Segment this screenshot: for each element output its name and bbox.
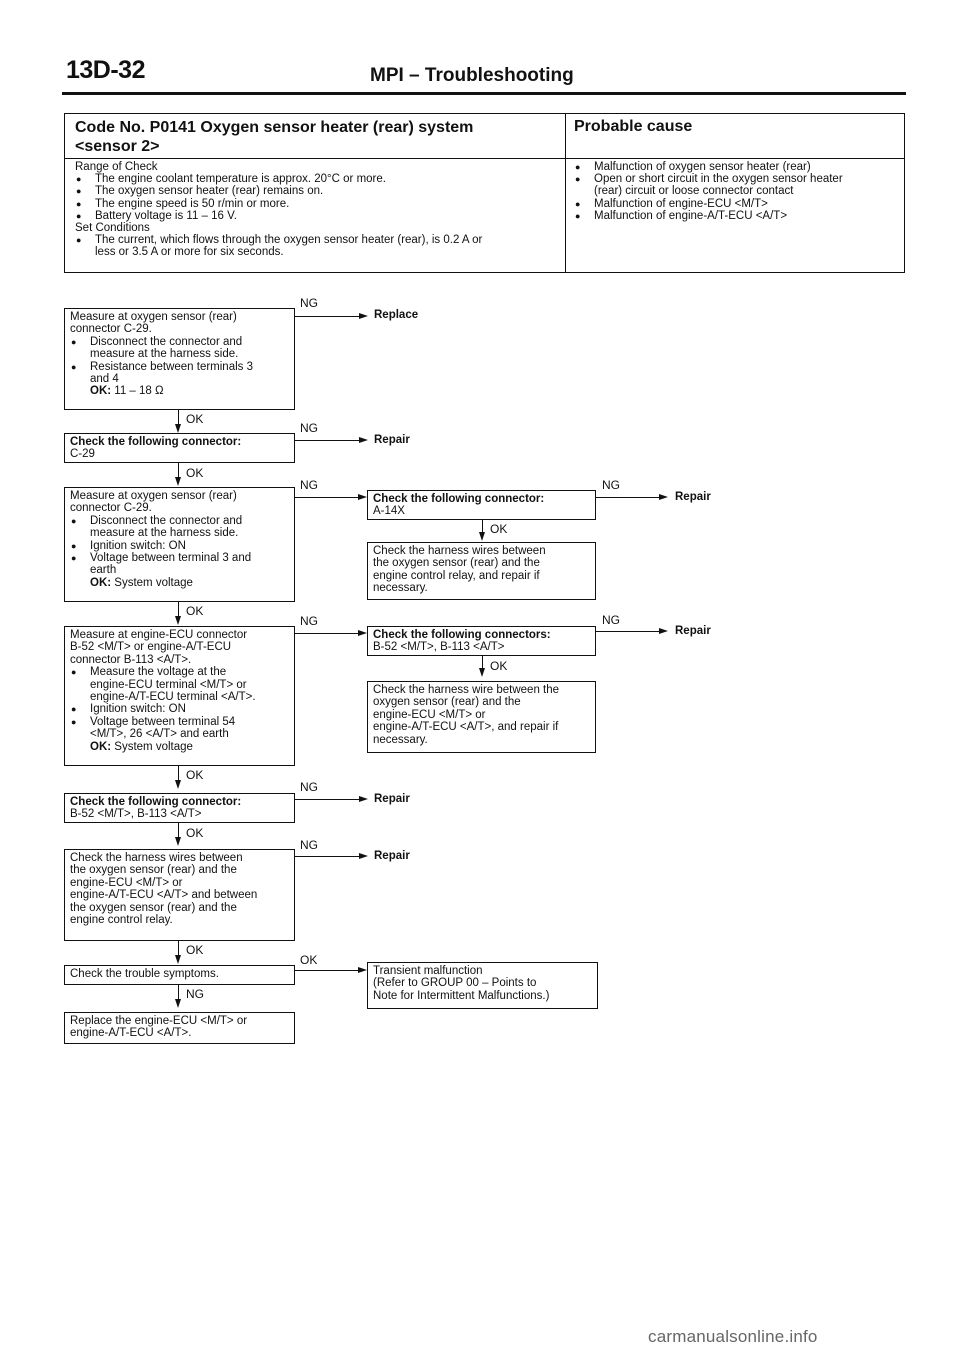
step-text: Check the harness wire between the bbox=[373, 684, 560, 696]
step-bullet-continued: <M/T>, 26 <A/T> and earth bbox=[90, 728, 229, 741]
arrow-down-icon bbox=[479, 532, 485, 541]
arrow-right-icon bbox=[359, 853, 368, 859]
step-text: connector C-29. bbox=[70, 323, 152, 336]
ok-connector-line bbox=[295, 970, 358, 971]
ok-label: OK bbox=[490, 522, 508, 536]
arrow-right-icon bbox=[359, 796, 368, 802]
arrow-down-icon bbox=[175, 780, 181, 789]
step-text: oxygen sensor (rear) and the bbox=[373, 696, 521, 709]
step-text: Measure at oxygen sensor (rear) bbox=[70, 311, 237, 323]
step-bullet-continued: earth bbox=[90, 564, 117, 577]
step-check-harness-ecu bbox=[367, 681, 596, 753]
step-text: Measure at engine-ECU connector bbox=[70, 629, 248, 641]
arrow-down-icon bbox=[175, 424, 181, 433]
ok-spec-label: OK: bbox=[90, 740, 112, 753]
step-bullet: ● Resistance between terminals 3 bbox=[70, 361, 289, 373]
ng-label: NG bbox=[300, 296, 318, 310]
code-title-line: <sensor 2> bbox=[75, 138, 160, 155]
range-heading: Range of Check bbox=[75, 161, 158, 173]
step-bullet-continued: engine-A/T-ECU terminal <A/T>. bbox=[90, 691, 256, 704]
ng-connector-line bbox=[295, 316, 359, 317]
arrow-right-icon bbox=[358, 630, 367, 636]
table-column-divider bbox=[565, 114, 566, 272]
step-text: engine-ECU <M/T> or bbox=[373, 708, 486, 721]
ok-spec-label: OK: bbox=[90, 576, 112, 589]
set-heading: Set Conditions bbox=[75, 222, 150, 235]
step-bullet-continued: measure at the harness side. bbox=[90, 527, 239, 540]
step-bullet: ● Ignition switch: ON bbox=[70, 703, 289, 715]
step-text: B-52 <M/T>, B-113 <A/T> bbox=[70, 808, 202, 821]
step-check-connector-a14x bbox=[367, 490, 596, 520]
arrow-right-icon bbox=[359, 437, 368, 443]
cause-item: ● Malfunction of engine-ECU <M/T> bbox=[574, 198, 902, 210]
step-text: the oxygen sensor (rear) and the bbox=[70, 864, 237, 877]
range-of-check bbox=[75, 161, 560, 259]
ok-spec-label: OK: bbox=[90, 385, 112, 398]
cause-item-continued: (rear) circuit or loose connector contact bbox=[594, 185, 794, 198]
page-title: MPI – Troubleshooting bbox=[370, 65, 574, 86]
step-text: connector B-113 <A/T>. bbox=[70, 653, 192, 666]
ng-connector-line bbox=[295, 856, 359, 857]
step-check-connectors-b52-b113 bbox=[367, 626, 596, 656]
arrow-right-icon bbox=[659, 628, 668, 634]
arrow-down-icon bbox=[175, 955, 181, 964]
step-text: Note for Intermittent Malfunctions.) bbox=[373, 989, 550, 1002]
step-text: Check the following connector: bbox=[373, 493, 545, 505]
ng-connector-line bbox=[295, 799, 359, 800]
ng-connector-line bbox=[295, 440, 359, 441]
ok-spec-value: System voltage bbox=[111, 740, 193, 753]
step-check-harness-relay bbox=[367, 542, 596, 600]
step-text: (Refer to GROUP 00 – Points to bbox=[373, 977, 537, 990]
step-check-harness-wires bbox=[64, 849, 295, 941]
ok-label: OK bbox=[300, 953, 318, 967]
ok-label: OK bbox=[186, 412, 204, 426]
arrow-down-icon bbox=[175, 837, 181, 846]
step-text: C-29 bbox=[70, 448, 95, 461]
range-item: ● Battery voltage is 11 – 16 V. bbox=[75, 210, 560, 222]
step-bullet-continued: and 4 bbox=[90, 373, 119, 386]
step-text: Check the trouble symptoms. bbox=[70, 968, 219, 980]
arrow-right-icon bbox=[359, 313, 368, 319]
step-text: Measure at oxygen sensor (rear) bbox=[70, 490, 237, 502]
step-text: the oxygen sensor (rear) and the bbox=[373, 557, 540, 570]
step-text: Check the following connectors: bbox=[373, 629, 551, 641]
ng-label: NG bbox=[300, 780, 318, 794]
step-bullet: ● Voltage between terminal 3 and bbox=[70, 552, 289, 564]
result-repair: Repair bbox=[374, 434, 410, 446]
ng-connector-line bbox=[596, 631, 659, 632]
cause-item: ● Malfunction of engine-A/T-ECU <A/T> bbox=[574, 210, 902, 222]
ng-label: NG bbox=[300, 478, 318, 492]
step-text: connector C-29. bbox=[70, 502, 152, 515]
ng-label: NG bbox=[186, 987, 204, 1001]
ng-label: NG bbox=[602, 478, 620, 492]
step-check-trouble-symptoms bbox=[64, 965, 295, 985]
step-text: Check the harness wires between bbox=[373, 545, 546, 557]
arrow-down-icon bbox=[175, 999, 181, 1008]
ok-label: OK bbox=[186, 826, 204, 840]
step-bullet-continued: engine-ECU terminal <M/T> or bbox=[90, 678, 247, 691]
ok-label: OK bbox=[186, 604, 204, 618]
result-replace: Replace bbox=[374, 309, 419, 321]
probable-cause-title: Probable cause bbox=[574, 118, 693, 135]
step-bullet: ● Disconnect the connector and bbox=[70, 515, 289, 527]
step-text: B-52 <M/T> or engine-A/T-ECU bbox=[70, 641, 232, 654]
step-text: engine-A/T-ECU <A/T>. bbox=[70, 1027, 192, 1040]
arrow-right-icon bbox=[358, 494, 367, 500]
ok-spec-value: 11 – 18 Ω bbox=[111, 385, 164, 398]
code-title bbox=[75, 118, 473, 156]
step-replace-ecu bbox=[64, 1012, 295, 1044]
ok-label: OK bbox=[186, 768, 204, 782]
step-text: Check the following connector: bbox=[70, 796, 242, 808]
step-bullet: ● Measure the voltage at the bbox=[70, 666, 289, 678]
ng-connector-line bbox=[295, 497, 358, 498]
cause-item: ● Open or short circuit in the oxygen sensor heater bbox=[574, 173, 902, 185]
ng-connector-line bbox=[596, 497, 659, 498]
ok-label: OK bbox=[186, 466, 204, 480]
header-divider bbox=[62, 92, 906, 95]
probable-causes bbox=[574, 161, 902, 222]
range-item: ● The oxygen sensor heater (rear) remains on. bbox=[75, 185, 560, 197]
ok-spec-value: System voltage bbox=[111, 576, 193, 589]
step-text: engine control relay, and repair if bbox=[373, 569, 540, 582]
ng-label: NG bbox=[300, 421, 318, 435]
watermark-text: carmanualsonline.info bbox=[648, 1327, 818, 1346]
step-check-connector-c29 bbox=[64, 433, 295, 463]
step-text: Transient malfunction bbox=[373, 965, 483, 977]
arrow-down-icon bbox=[175, 477, 181, 486]
step-text: engine control relay. bbox=[70, 914, 173, 927]
ok-label: OK bbox=[186, 943, 204, 957]
result-repair: Repair bbox=[675, 625, 711, 637]
code-title-line: Code No. P0141 Oxygen sensor heater (rear) system bbox=[75, 119, 474, 136]
ng-label: NG bbox=[602, 613, 620, 627]
step-bullet: ● Ignition switch: ON bbox=[70, 540, 289, 552]
step-text: necessary. bbox=[373, 582, 428, 595]
step-text: B-52 <M/T>, B-113 <A/T> bbox=[373, 641, 505, 654]
step-bullet-continued: measure at the harness side. bbox=[90, 348, 239, 361]
cause-item: ● Malfunction of oxygen sensor heater (rear) bbox=[574, 161, 902, 173]
step-check-connector-ecu bbox=[64, 793, 295, 823]
result-repair: Repair bbox=[374, 793, 410, 805]
arrow-down-icon bbox=[175, 616, 181, 625]
step-measure-resistance bbox=[64, 308, 295, 410]
page-number: 13D-32 bbox=[66, 56, 145, 84]
step-text: the oxygen sensor (rear) and the bbox=[70, 901, 237, 914]
step-measure-voltage-c29 bbox=[64, 487, 295, 602]
set-item-continued: less or 3.5 A or more for six seconds. bbox=[95, 246, 284, 259]
step-transient-malfunction bbox=[367, 962, 598, 1009]
step-measure-ecu-connector bbox=[64, 626, 295, 766]
step-text: engine-ECU <M/T> or bbox=[70, 876, 183, 889]
range-item: ● The engine coolant temperature is approx. 20°C or more. bbox=[75, 173, 560, 185]
step-text: A-14X bbox=[373, 505, 405, 518]
ng-connector-line bbox=[295, 633, 358, 634]
ng-label: NG bbox=[300, 838, 318, 852]
result-repair: Repair bbox=[374, 850, 410, 862]
ok-label: OK bbox=[490, 659, 508, 673]
code-info-table bbox=[64, 113, 905, 273]
arrow-down-icon bbox=[479, 668, 485, 677]
step-text: necessary. bbox=[373, 733, 428, 746]
step-text: Replace the engine-ECU <M/T> or bbox=[70, 1015, 248, 1027]
step-bullet: ● Voltage between terminal 54 bbox=[70, 716, 289, 728]
step-bullet: ● Disconnect the connector and bbox=[70, 336, 289, 348]
step-text: engine-A/T-ECU <A/T>, and repair if bbox=[373, 721, 559, 734]
ng-label: NG bbox=[300, 614, 318, 628]
table-row-divider bbox=[65, 158, 904, 159]
step-text: Check the harness wires between bbox=[70, 852, 243, 864]
set-item: ● The current, which flows through the oxygen sensor heater (rear), is 0.2 A or bbox=[75, 234, 560, 246]
arrow-right-icon bbox=[358, 967, 367, 973]
range-item: ● The engine speed is 50 r/min or more. bbox=[75, 198, 560, 210]
result-repair: Repair bbox=[675, 491, 711, 503]
step-text: engine-A/T-ECU <A/T> and between bbox=[70, 889, 258, 902]
step-text: Check the following connector: bbox=[70, 436, 242, 448]
arrow-right-icon bbox=[659, 494, 668, 500]
